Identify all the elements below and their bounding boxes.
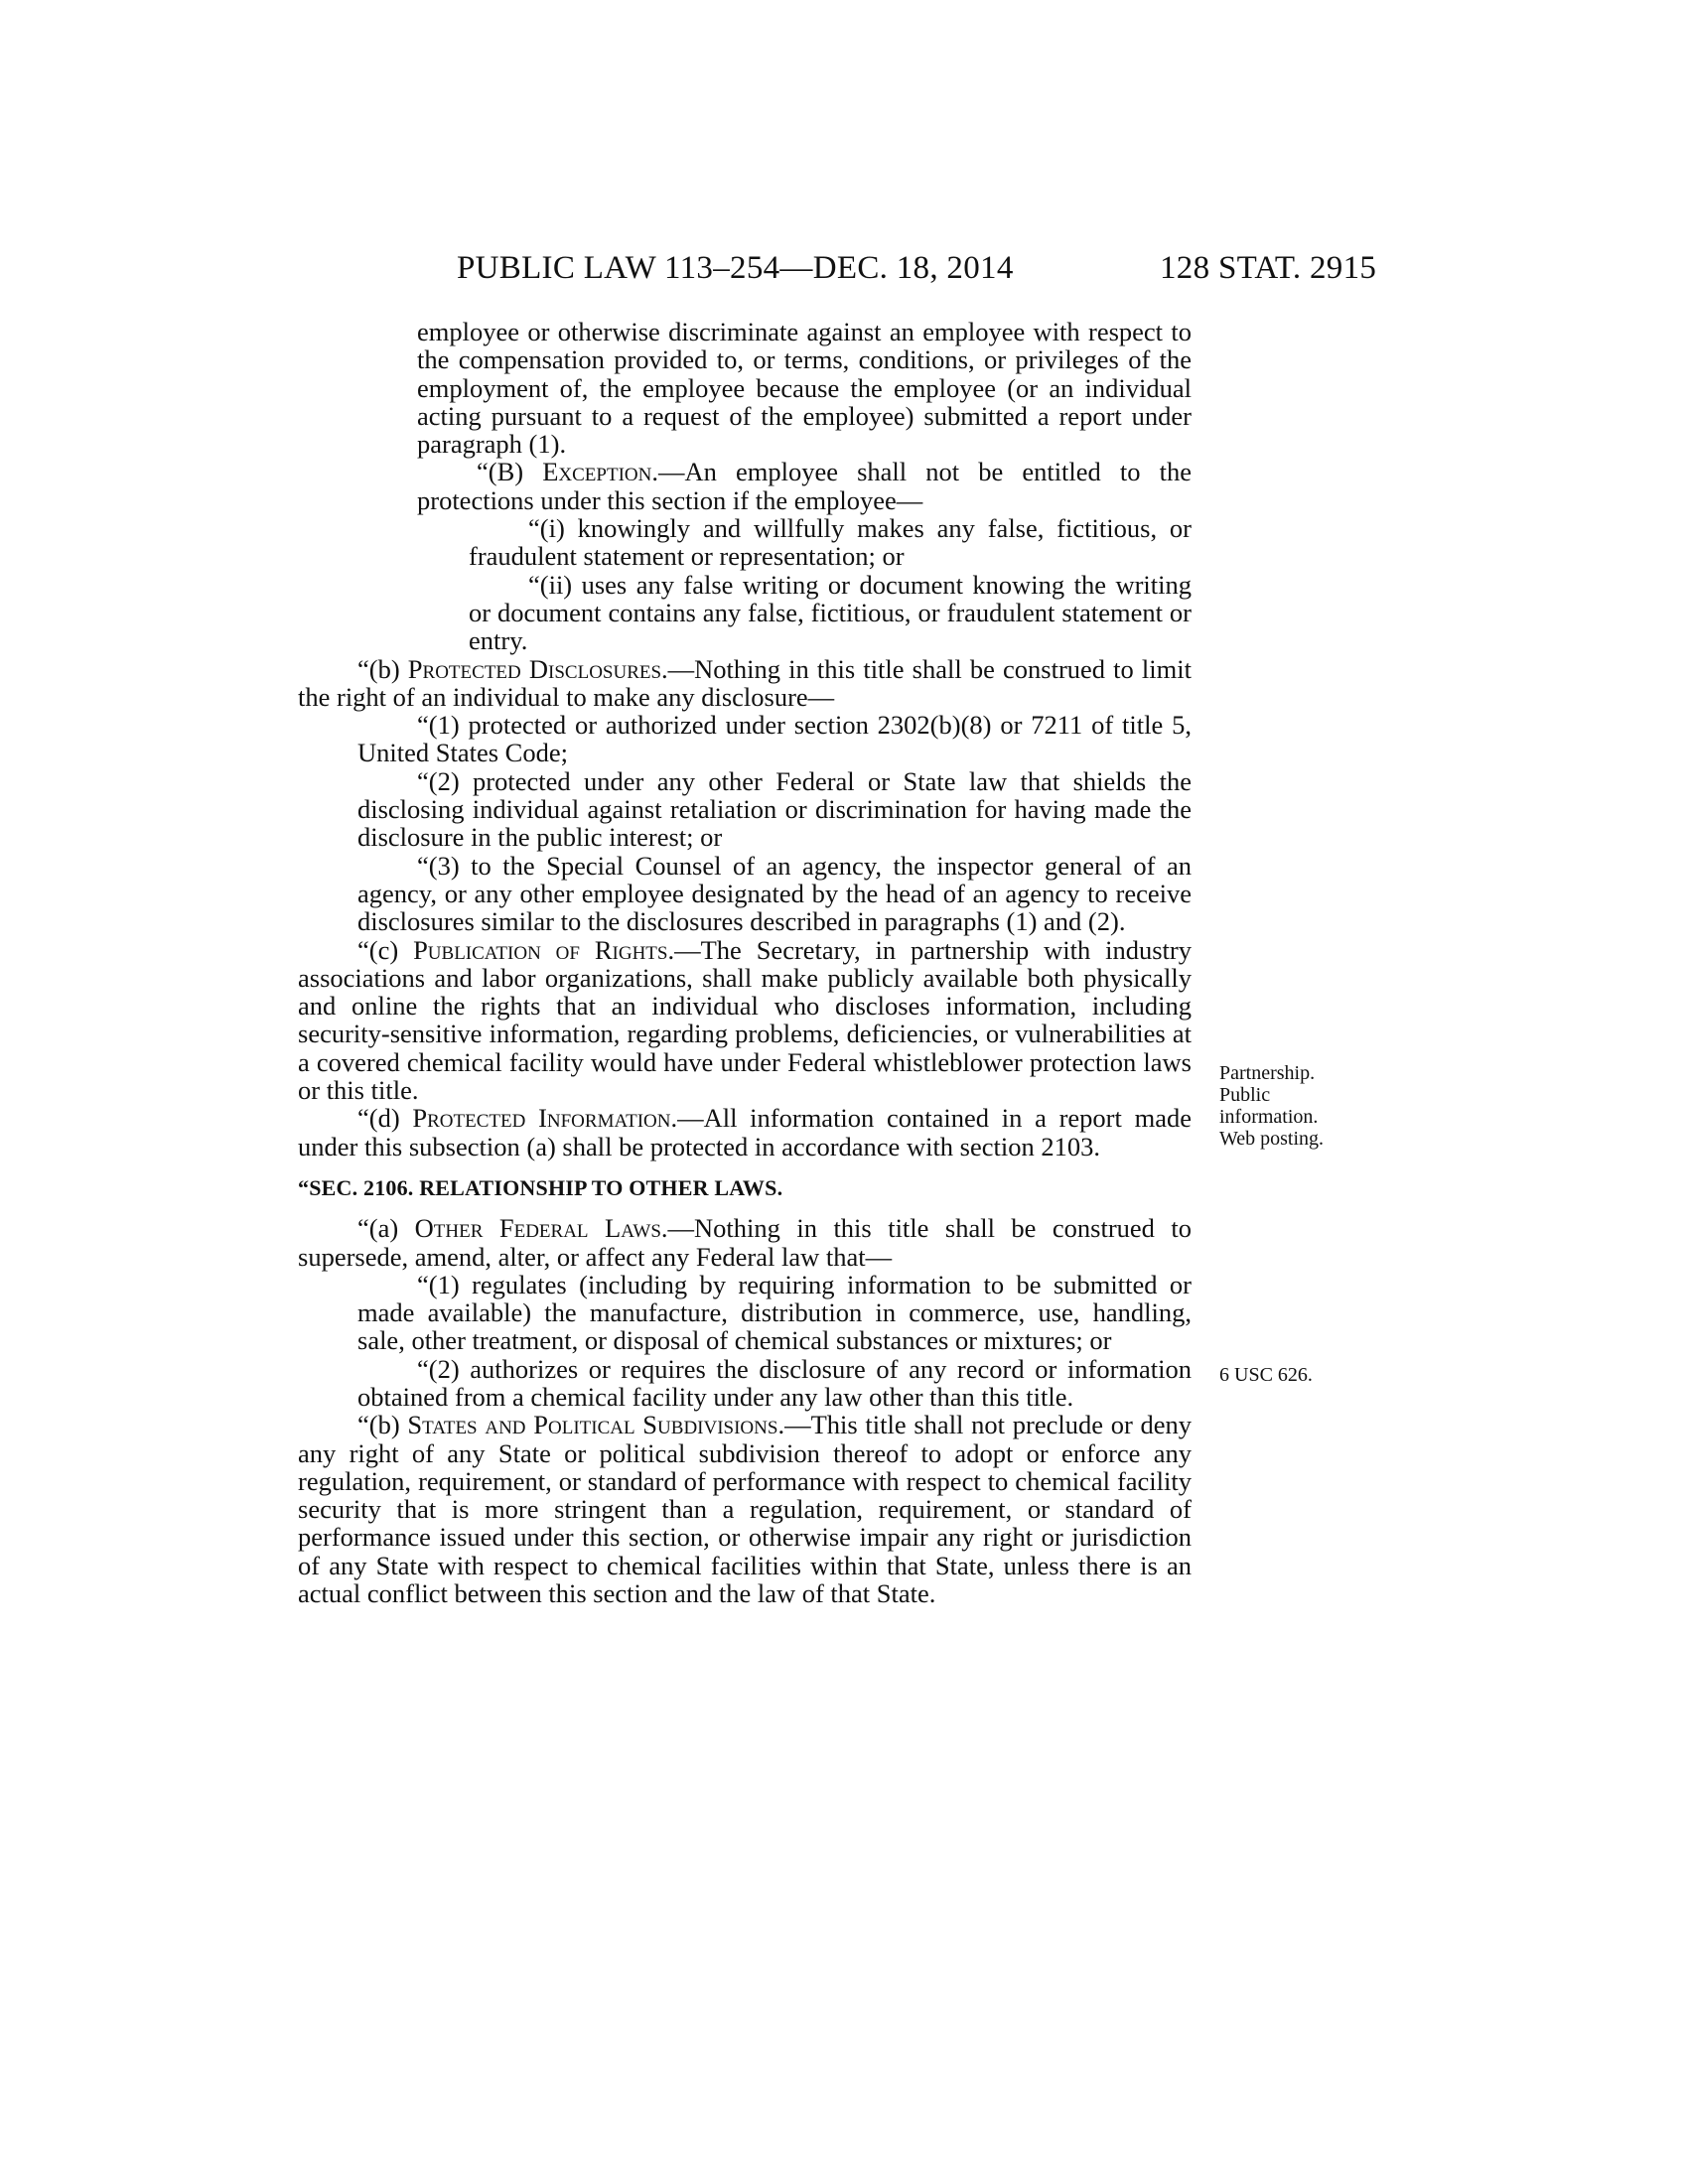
running-header-title: PUBLIC LAW 113–254—DEC. 18, 2014 (457, 250, 1014, 286)
paragraph-lead: “(d) (357, 1103, 413, 1134)
paragraph-b-exception (298, 458, 1192, 514)
subsection-d-protected-information (298, 1104, 1192, 1160)
paragraph-text: .—Nothing in this title shall be construed to limit the right of an individual to make any disclosure— (298, 653, 1192, 712)
paragraph-heading: Protected Information (412, 1103, 671, 1134)
paragraph-lead: “(a) (357, 1213, 415, 1244)
clause-ii: “(ii) uses any false writing or document knowing the writing or document contains any false, fictitious, or fraudulent statement or entry. (469, 569, 1192, 656)
statute-body (298, 318, 1192, 1607)
paragraph-heading: Other Federal Laws (414, 1213, 661, 1244)
paragraph-a2a-continuation: employee or otherwise discriminate against an employee with respect to the compensation provided to, or terms, conditions, or privileges of the employment of, the employee because the employee (or an individual acting pursuant to a request of the employee) submitted a report under paragraph (1). (417, 317, 1192, 460)
paragraph-b2: “(2) protected under any other Federal or State law that shields the disclosing individual against retaliation or discrimination for having made the disclosure in the public interest; or (357, 765, 1192, 853)
subsection-b-protected-disclosures (298, 655, 1192, 712)
section-2106-heading: “SEC. 2106. RELATIONSHIP TO OTHER LAWS. (298, 1174, 783, 1200)
clause-i: “(i) knowingly and willfully makes any false, fictitious, or fraudulent statement or representation; or (469, 513, 1192, 572)
paragraph-lead: “(B) (477, 457, 543, 487)
paragraph-lead: “(b) (357, 653, 408, 684)
margin-note-line: Public information. (1219, 1084, 1319, 1128)
paragraph-heading: Publication of Rights (413, 934, 668, 965)
paragraph-heading: Protected Disclosures (407, 653, 662, 684)
running-header-page-citation: 128 STAT. 2915 (1160, 250, 1377, 286)
margin-note-usc-citation: 6 USC 626. (1219, 1364, 1313, 1386)
paragraph-text: .—Nothing in this title shall be construed to supersede, amend, alter, or affect any Federal law that— (298, 1213, 1192, 1272)
paragraph-lead: “(c) (357, 934, 414, 965)
subsection-a-other-federal-laws (298, 1214, 1192, 1271)
margin-note-line: Web posting. (1219, 1128, 1325, 1150)
paragraph-heading: Exception (542, 457, 652, 487)
paragraph-text: .—All information contained in a report made under this subsection (a) shall be protected in accordance with section 2103. (298, 1103, 1192, 1161)
margin-note-line: Partnership. (1219, 1062, 1316, 1084)
paragraph-b3: “(3) to the Special Counsel of an agency, the inspector general of an agency, or any other employee designated by the head of an agency to receive disclosures similar to the disclosures described in paragraphs (1) and (2). (357, 850, 1192, 937)
paragraph-text: .—An employee shall not be entitled to the protections under this section if the employee— (417, 457, 1192, 515)
paragraph-a1: “(1) regulates (including by requiring information to be submitted or made available) the manufacture, distribution in commerce, use, handling, sale, other treatment, or disposal of chemical substances or mixtures; or (357, 1269, 1192, 1356)
paragraph-text: .—This title shall not preclude or deny any right of any State or political subdivision thereof to adopt or enforce any regulation, requirement, or standard of performance with respect to chemical facility security that is more stringent than a regulation, requirement, or standard of performance issued under this section, or otherwise impair any right or jurisdiction of any State with respect to chemical facilities within that State, unless there is an actual conflict between this section and the law of that State. (298, 1410, 1193, 1609)
paragraph-a2: “(2) authorizes or requires the disclosure of any record or information obtained from a chemical facility under any law other than this title. (357, 1353, 1192, 1412)
paragraph-heading: States and Political Subdivisions (407, 1410, 778, 1440)
subsection-b-states-and-political-subdivisions (298, 1411, 1192, 1607)
paragraph-text: .—The Secretary, in partnership with industry associations and labor organizations, shall make publicly available both physically and online the rights that an individual who discloses information, including security-sensitive information, regarding problems, deficiencies, or vulnerabilities at a covered chemical facility would have under Federal whistleblower protection laws or this title. (298, 934, 1192, 1106)
margin-note-publication (1219, 1062, 1368, 1150)
subsection-c-publication-of-rights (298, 936, 1192, 1105)
paragraph-lead: “(b) (357, 1410, 408, 1440)
paragraph-b1: “(1) protected or authorized under section 2302(b)(8) or 7211 of title 5, United States Code; (357, 710, 1192, 768)
